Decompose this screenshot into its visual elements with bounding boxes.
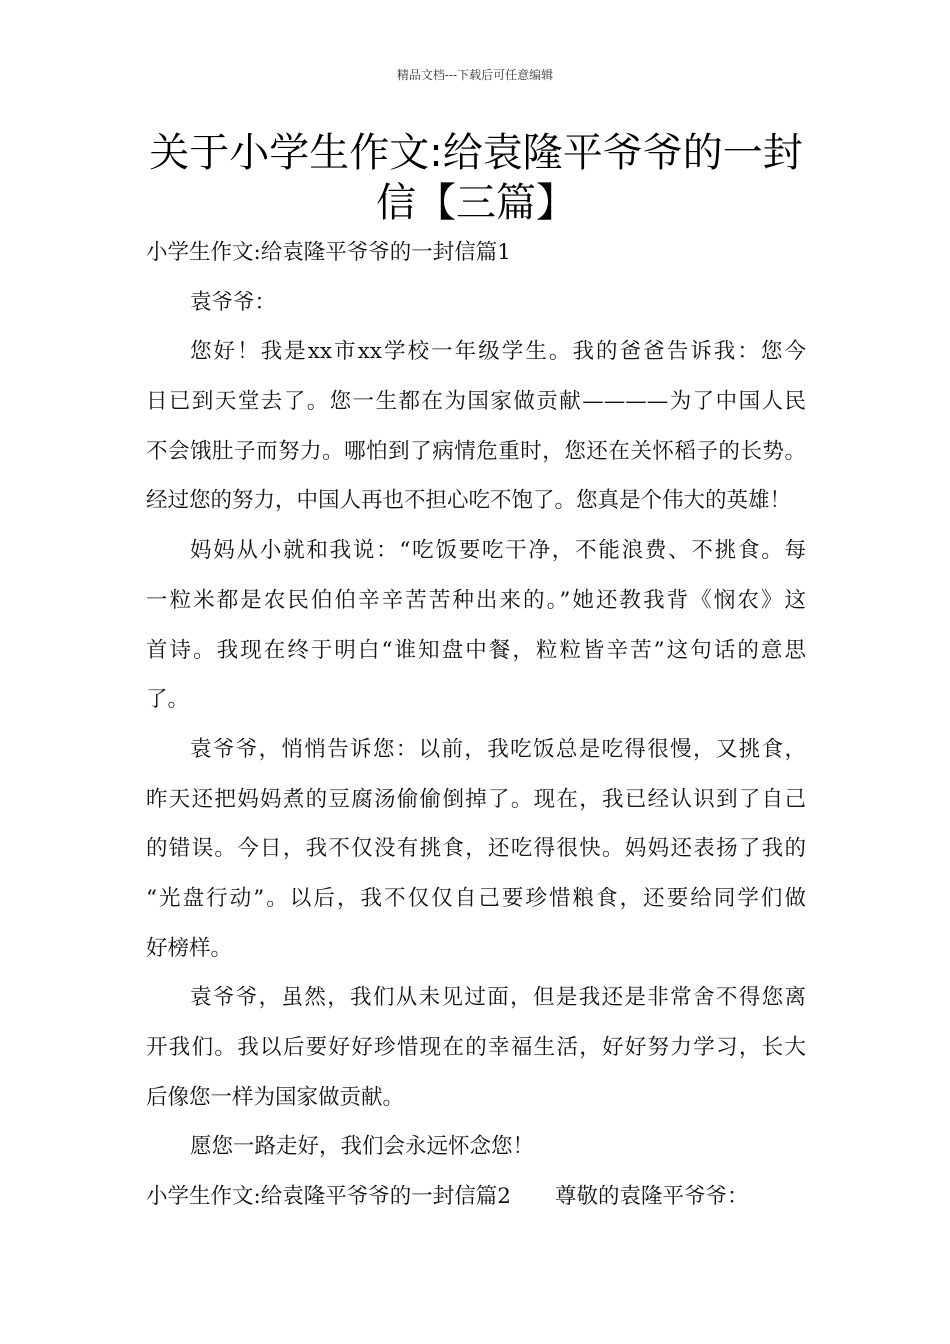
title-line: 关于小学生作文:给袁隆平爷爷的一封 — [149, 130, 803, 176]
paragraph — [146, 526, 806, 725]
paragraph-line: “光盘行动”。以后，我不仅仅自己要珍惜粮食，还要给同学们做 — [146, 885, 806, 911]
paragraph — [146, 973, 806, 1122]
paragraph-line: 昨天还把妈妈煮的豆腐汤偷偷倒掉了。现在，我已经认识到了自己 — [146, 786, 806, 812]
paragraph-line: 袁爷爷，虽然，我们从未见过面，但是我还是非常舍不得您离 — [190, 985, 806, 1011]
title-line: 信【三篇】 — [376, 180, 576, 226]
salutation: 袁爷爷： — [190, 289, 277, 315]
paragraph-line: 妈妈从小就和我说：“吃饭要吃干净，不能浪费、不挑食。每 — [190, 538, 806, 564]
paragraphs — [146, 327, 806, 1172]
paragraph-line: 的错误。今日，我不仅没有挑食，还吃得很快。妈妈还表扬了我的 — [146, 836, 806, 862]
document-body — [146, 228, 806, 1222]
paragraph-line: 了。 — [146, 687, 190, 713]
paragraph-line: 一粒米都是农民伯伯辛辛苦苦种出来的。”她还教我背《悯农》这 — [146, 587, 806, 613]
section-heading: 小学生作文:给袁隆平爷爷的一封信篇1 — [146, 240, 511, 265]
paragraph — [146, 327, 806, 526]
paragraph-line: 经过您的努力，中国人再也不担心吃不饱了。您真是个伟大的英雄！ — [146, 488, 792, 514]
paragraph-line: 愿您一路走好，我们会永远怀念您！ — [190, 1134, 535, 1160]
paragraph-line: 您好！我是xx市xx学校一年级学生。我的爸爸告诉我：您今 — [190, 339, 806, 365]
document-title — [146, 128, 806, 228]
page-header: 精品文档---下载后可任意编辑 — [396, 68, 554, 82]
paragraph-line: 开我们。我以后要好好珍惜现在的幸福生活，好好努力学习，长大 — [146, 1035, 806, 1060]
paragraph-line: 袁爷爷，悄悄告诉您：以前，我吃饭总是吃得很慢，又挑食， — [190, 736, 806, 762]
section-heading-2-title: 小学生作文:给袁隆平爷爷的一封信篇2 — [146, 1184, 511, 1210]
paragraph-line: 日已到天堂去了。您一生都在为国家做贡献————为了中国人民 — [146, 389, 806, 415]
paragraph-line: 首诗。我现在终于明白“谁知盘中餐，粒粒皆辛苦”这句话的意思 — [146, 637, 806, 663]
paragraph — [146, 1122, 806, 1172]
paragraph — [146, 725, 806, 973]
section-2-salutation: 尊敬的袁隆平爷爷： — [554, 1184, 749, 1210]
section-heading-2 — [146, 1172, 806, 1222]
paragraph-line: 好榜样。 — [146, 935, 233, 961]
paragraph-line: 不会饿肚子而努力。哪怕到了病情危重时，您还在关怀稻子的长势。 — [146, 438, 806, 464]
paragraph-line: 后像您一样为国家做贡献。 — [146, 1084, 405, 1110]
